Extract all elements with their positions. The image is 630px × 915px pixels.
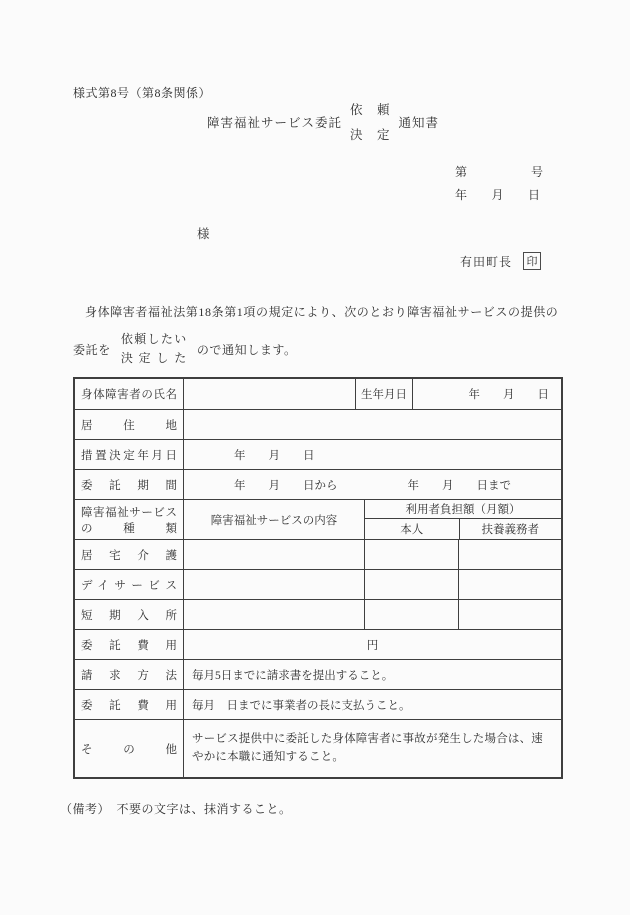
body-line1: 身体障害者福祉法第18条第1項の規定により、次のとおり障害福祉サービスの提供の [85,305,559,319]
name-label-cell [75,379,183,409]
ref-go: 号 [530,165,543,179]
body-option-stack [121,330,187,368]
day-service-label-cell [75,570,183,599]
other-label-cell [75,720,183,777]
table-row-payment [75,689,561,719]
short-stay-label: 短期入所 [81,609,177,622]
table-row-name [75,379,561,409]
date-day: 日 [527,188,540,202]
burden-self-header: 本人 [400,524,424,536]
home-care-content-cell [183,540,364,569]
billing-label-cell [75,660,183,689]
payment-label-cell [75,690,183,719]
period-label: 委託期間 [81,479,177,492]
billing-label: 請求方法 [81,669,177,682]
other-value-cell [183,720,561,777]
birthdate-label-cell [355,379,412,409]
home-care-label: 居宅介護 [81,549,177,562]
address-label-cell [75,410,183,439]
table-row-billing [75,659,561,689]
short-stay-content-cell [183,600,364,629]
title-suffix: 通知書 [398,115,440,130]
birthdate-value-cell [412,379,561,409]
name-label: 身体障害者の氏名 [81,389,177,401]
table-row-home-care [75,539,561,569]
remarks-note: （備考） 不要の文字は、抹消すること。 [60,802,292,816]
body-l2-suffix: ので通知します。 [196,342,297,357]
table-row-day-service [75,569,561,599]
decision-date-value-cell [183,440,561,469]
decision-date-value: 年 月 日 [234,449,315,462]
day-service-self-cell [364,570,458,599]
cost-label-cell [75,630,183,659]
day-service-content-cell [183,570,364,599]
table-row-cost [75,629,561,659]
cost-yen: 円 [366,639,379,652]
body-l2-prefix: 委託を [73,342,111,357]
burden-header: 利用者負担額（月額） [405,504,521,516]
home-care-label-cell [75,540,183,569]
table-row-period [75,469,561,499]
day-service-label: デイサービス [81,579,177,592]
period-label-cell [75,470,183,499]
table-row-other [75,719,561,777]
birthdate-value: 年 月 日 [468,389,549,401]
burden-supporter-header: 扶養義務者 [481,524,539,536]
title-option-request: 依 頼 [349,103,391,117]
service-type-header-line1: 障害福祉サービス [81,506,177,519]
period-value-cell [183,470,561,499]
burden-header-group [364,500,561,539]
home-care-self-cell [364,540,458,569]
ref-dai: 第 [455,165,468,179]
burden-subheaders [365,519,561,539]
payment-value-cell [183,690,561,719]
period-from: 年 月 日から [234,479,338,492]
title-option-stack [350,100,391,143]
name-value-cell [183,379,355,409]
short-stay-label-cell [75,600,183,629]
document-title [8,100,630,143]
period-to: 年 月 日まで [407,479,511,492]
short-stay-self-cell [364,600,458,629]
body-option-decision: 決定した [120,351,187,365]
billing-value: 毎月5日までに請求書を提出すること。 [192,669,394,682]
service-type-header-line2: の種類 [81,522,177,535]
billing-value-cell [183,660,561,689]
cost-label: 委託費用 [81,639,177,652]
burden-self-header-cell [365,519,459,539]
other-value: サービス提供中に委託した身体障害者に事故が発生した場合は、速やかに本職に通知すること。 [192,732,543,763]
title-option-decision: 決 定 [349,128,391,142]
body-line2 [73,328,297,370]
birthdate-label: 生年月日 [361,389,407,401]
other-label: その他 [81,743,177,756]
decision-date-label: 措置決定年月日 [81,449,177,462]
payment-value: 毎月 日までに事業者の長に支払うこと。 [192,699,411,712]
issuer-line [460,252,541,270]
address-label: 居住地 [81,419,177,432]
burden-header-cell [365,500,561,519]
issuer-name: 有田町長 [460,254,513,269]
table-row-decision-date [75,439,561,469]
notification-table [73,377,563,779]
address-value-cell [183,410,561,439]
table-row-short-stay [75,599,561,629]
decision-date-label-cell [75,440,183,469]
home-care-supporter-cell [458,540,561,569]
reference-number-line [455,163,543,180]
service-content-header-cell [183,500,364,539]
title-prefix: 障害福祉サービス委託 [206,115,342,130]
body-option-request: 依頼したい [120,331,187,346]
burden-supporter-header-cell [459,519,561,539]
payment-label: 委託費用 [81,699,177,712]
short-stay-supporter-cell [458,600,561,629]
service-type-header-cell [75,500,183,539]
form-number: 様式第8号（第8条関係） [73,86,212,100]
date-year: 年 [455,188,468,202]
addressee-sama: 様 [197,227,210,241]
seal-stamp-icon: 印 [523,252,541,270]
day-service-supporter-cell [458,570,561,599]
cost-value-cell [183,630,561,659]
service-content-header: 障害福祉サービスの内容 [210,514,338,527]
issue-date-line [455,186,540,203]
date-month: 月 [491,188,504,202]
table-row-address [75,409,561,439]
table-row-headers [75,499,561,539]
